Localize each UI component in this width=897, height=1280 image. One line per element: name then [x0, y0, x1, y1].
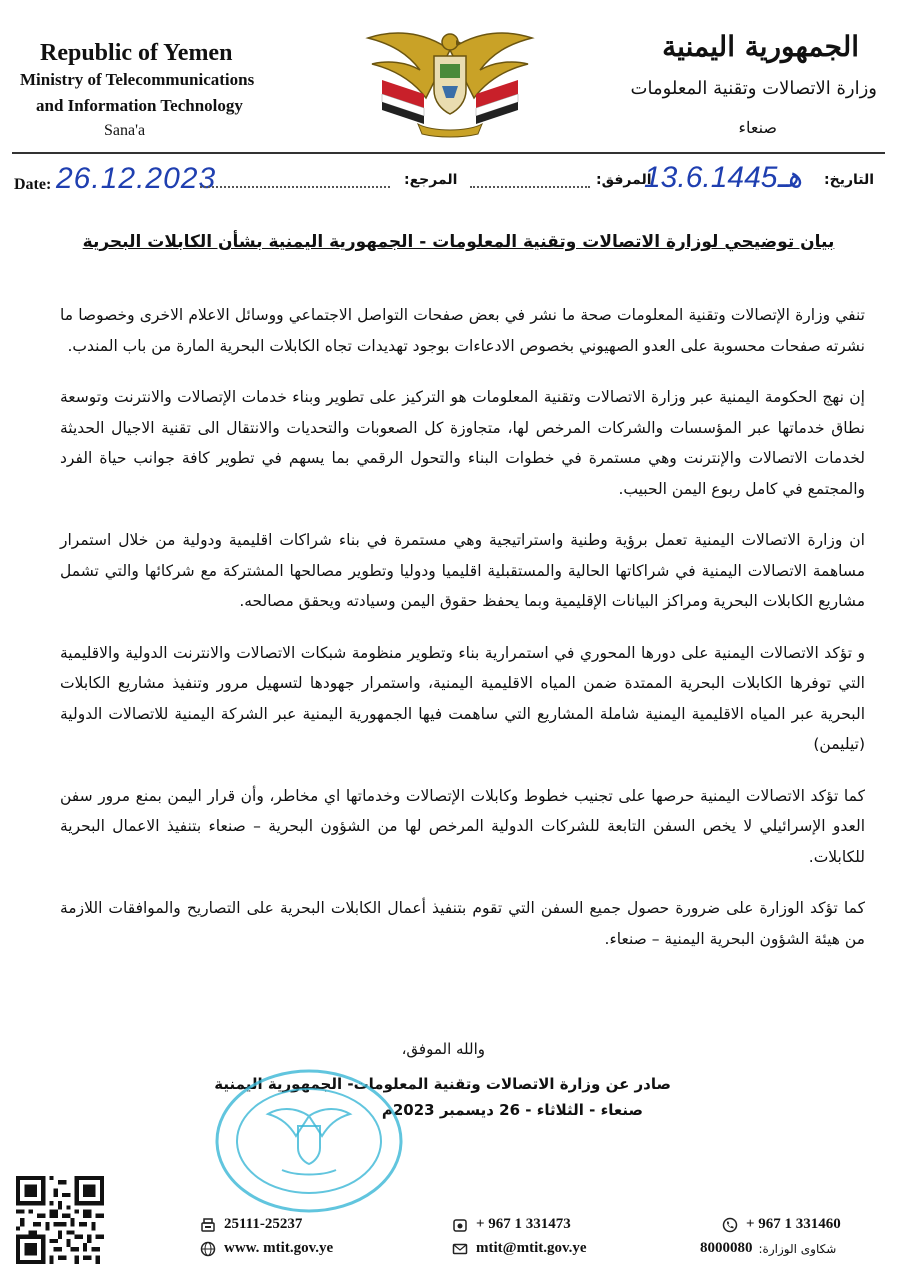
qr-code-icon	[16, 1176, 104, 1264]
ar-republic-title: الجمهورية اليمنية	[662, 30, 859, 63]
complaints-label: شكاوى الوزارة:	[758, 1241, 837, 1256]
complaints-contact	[700, 1240, 836, 1257]
en-republic-title: Republic of Yemen	[40, 40, 233, 66]
issuer-line: صادر عن وزارة الاتصالات وتقنية المعلومات- الجمهورية اليمنية	[214, 1075, 671, 1093]
attachment-dotted-line	[470, 186, 590, 188]
phone-icon	[722, 1217, 738, 1233]
closing-greeting: والله الموفق،	[401, 1040, 485, 1058]
paragraph: و تؤكد الاتصالات اليمنية على دورها المحوري في استمرارية بناء وتطوير منظومة شبكات الاتصالات والانترنت الدولية والاقليمية التي توفرها الكابلات البحرية الممتدة ضمن المياه الاقليمية اليمنية، واستمرار جهودها لتسهيل مرور وتنفيذ مشاريع الكابلات البحرية عبر المياه الاقليمية اليمنية شاملة المشاريع التي ساهمت فيها الجمهورية اليمنية عبر الشركة اليمنية للاتصالات الدولية (تيليمن)	[60, 643, 865, 753]
phone1-number: + 967 1 331473	[476, 1216, 571, 1232]
hijri-date-value: 13.6.1445هـ	[644, 161, 803, 194]
ref-label: المرجع:	[404, 172, 458, 188]
date-label: Date:	[14, 176, 52, 193]
en-city: Sana'a	[104, 122, 146, 139]
fax-contact	[200, 1216, 302, 1233]
fax-icon	[200, 1217, 216, 1233]
paragraph: تنفي وزارة الإتصالات وتقنية المعلومات صحة ما نشر في بعض صفحات التواصل الاجتماعي ووسائل الاعلام الاخرى وخصوصا ما نشرته صفحات محسوبة على العدو الصهيوني بخصوص الادعاءات بوجود تهديدات تجاه الكابلات البحرية المارة من باب المندب.	[60, 306, 865, 355]
email-contact	[452, 1240, 587, 1257]
issue-date-line: صنعاء - الثلاثاء - 26 ديسمبر 2023م	[381, 1101, 643, 1119]
paragraph: إن نهج الحكومة اليمنية عبر وزارة الاتصالات وتقنية المعلومات هو التركيز على تطوير وبناء خدمات الإتصالات والانترنت وتوسعة نطاق خدماتها عبر المؤسسات والشركات المرخص لها، متجاوزة كل الصعوبات والتحديات والانتقال الى تقنية الاجيال الحديثة لخدمات الاتصالات والإنترنت وهي مستمرة في خطوات البناء والتحول الرقمي بما يسهم في تطوير كافة جوانب حياة الفرد والمجتمع في كامل ربوع اليمن الحبيب.	[60, 388, 865, 498]
document-title: بيان توضيحي لوزارة الاتصالات وتقنية المعلومات - الجمهورية اليمنية بشأن الكابلات البحرية	[82, 232, 835, 252]
date-value: 26.12.2023	[56, 162, 217, 195]
ref-dotted-line	[200, 186, 390, 188]
ar-city: صنعاء	[738, 118, 777, 137]
phone2-contact	[722, 1216, 841, 1233]
document-body	[60, 300, 865, 975]
ar-ministry-title: وزارة الاتصالات وتقنية المعلومات	[630, 78, 877, 99]
email-link[interactable]: mtit@mtit.gov.ye	[476, 1240, 587, 1256]
paragraph: كما تؤكد الوزارة على ضرورة حصول جميع السفن التي تقوم بتنفيذ أعمال الكابلات البحرية على التصاريح والموافقات اللازمة من هيئة الشؤون البحرية اليمنية – صنعاء.	[60, 899, 865, 948]
complaints-number: 8000080	[700, 1240, 753, 1256]
emblem-icon	[362, 20, 538, 140]
phone1-contact	[452, 1216, 571, 1233]
phone-icon	[452, 1217, 468, 1233]
website-contact	[200, 1240, 333, 1257]
stamp-icon	[212, 1066, 406, 1216]
paragraph: ان وزارة الاتصالات اليمنية تعمل برؤية وطنية واستراتيجية وهي مستمرة في بناء شراكات اقليمية ودولية من خلال استمرار مساهمة الاتصالات اليمنية في شراكاتها الحالية والمستقبلية اقليميا ودوليا وتطوير مصالحها المشتركة مع شركائها والتي تشمل مشاريع الكابلات البحرية ومراكز البيانات الإقليمية وبما يحفظ حقوق اليمن وسيادته ويحقق مصالحه.	[60, 531, 865, 610]
globe-icon	[200, 1241, 216, 1257]
phone2-number: + 967 1 331460	[746, 1216, 841, 1232]
attachment-label: المرفق:	[596, 172, 652, 188]
en-ministry-line1: Ministry of Telecommunications	[20, 70, 255, 89]
header-divider	[12, 152, 885, 154]
mail-icon	[452, 1241, 468, 1257]
paragraph: كما تؤكد الاتصالات اليمنية حرصها على تجنيب خطوط وكابلات الإتصالات وخدماتها اي مخاطر، وأن قرار اليمن بمنع مرور سفن العدو الإسرائيلي لا يخص السفن التابعة للشركات الدولية المرخص لها من الشؤون البحرية – صنعاء بتنفيذ الاعمال البحرية للكابلات.	[60, 786, 865, 866]
website-link[interactable]: www. mtit.gov.ye	[224, 1240, 334, 1256]
fax-number: 25111-25237	[224, 1216, 303, 1232]
en-ministry-line2: and Information Technology	[36, 96, 243, 115]
hijri-date-label: التاريخ:	[824, 172, 875, 188]
